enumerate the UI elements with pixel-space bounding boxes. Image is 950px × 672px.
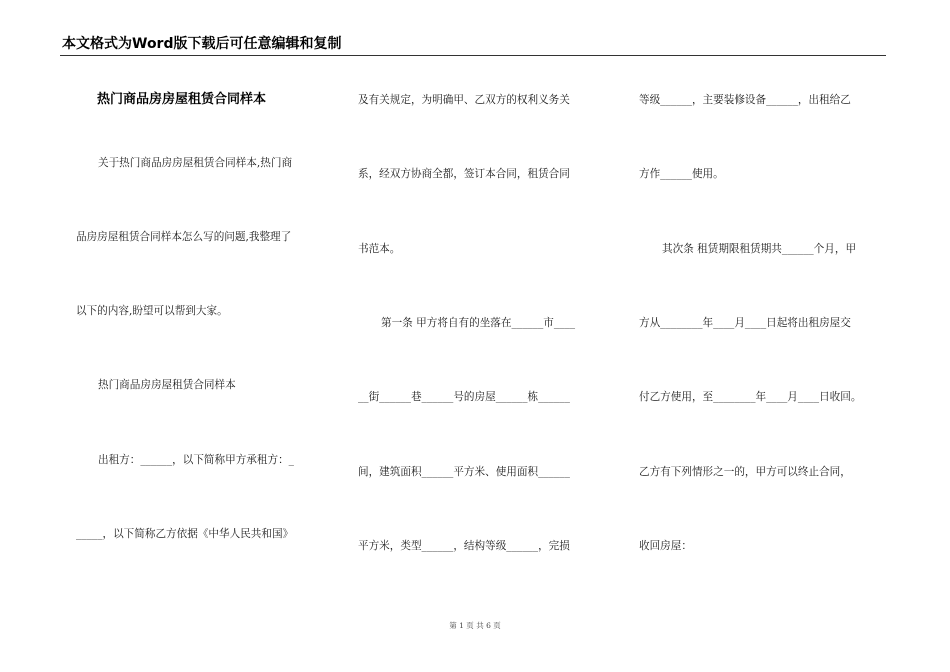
paragraph-line: 关于热门商品房房屋租赁合同样本,热门商 [98,157,293,169]
paragraph-line: 付乙方使用，至________年____月____日收回。 [639,391,862,403]
paragraph-line: __街______巷______号的房屋______栋______ [358,391,570,403]
paragraph-line: 间，建筑面积______平方米、使用面积______ [358,466,570,478]
paragraph-line: 方作______使用。 [639,168,724,180]
paragraph-line: 品房房屋租赁合同样本怎么写的问题,我整理了 [76,231,292,243]
header-text: 本文格式为Word版下载后可任意编辑和复制 [62,36,342,52]
paragraph-line: 及有关规定，为明确甲、乙双方的权利义务关 [358,94,570,106]
paragraph-line: 以下的内容,盼望可以帮到大家。 [76,305,228,317]
section-heading: 热门商品房房屋租赁合同样本 [98,379,236,391]
paragraph-line: 等级______，主要装修设备______，出租给乙 [639,94,851,106]
paragraph-line: 系，经双方协商全都，签订本合同，租赁合同 [358,168,570,180]
paragraph-line: 乙方有下列情形之一的，甲方可以终止合同， [639,466,851,478]
clause-heading: 其次条 租赁期限租赁期共______个月，甲 [662,243,857,255]
page-indicator: 第 1 页 共 6 页 [449,621,501,630]
page-header [60,33,886,56]
clause-heading: 第一条 甲方将自有的坐落在______市____ [381,317,576,329]
paragraph-line: _____，以下简称乙方依据《中华人民共和国》 [76,528,294,540]
paragraph-line: 平方米，类型______，结构等级______，完损 [358,540,570,552]
paragraph-line: 出租方：______，以下简称甲方承租方：_ [98,454,294,466]
paragraph-line: 书范本。 [358,243,401,255]
document-title: 热门商品房房屋租赁合同样本 [97,92,267,107]
paragraph-line: 收回房屋： [639,540,692,552]
paragraph-line: 方从________年____月____日起将出租房屋交 [639,317,851,329]
